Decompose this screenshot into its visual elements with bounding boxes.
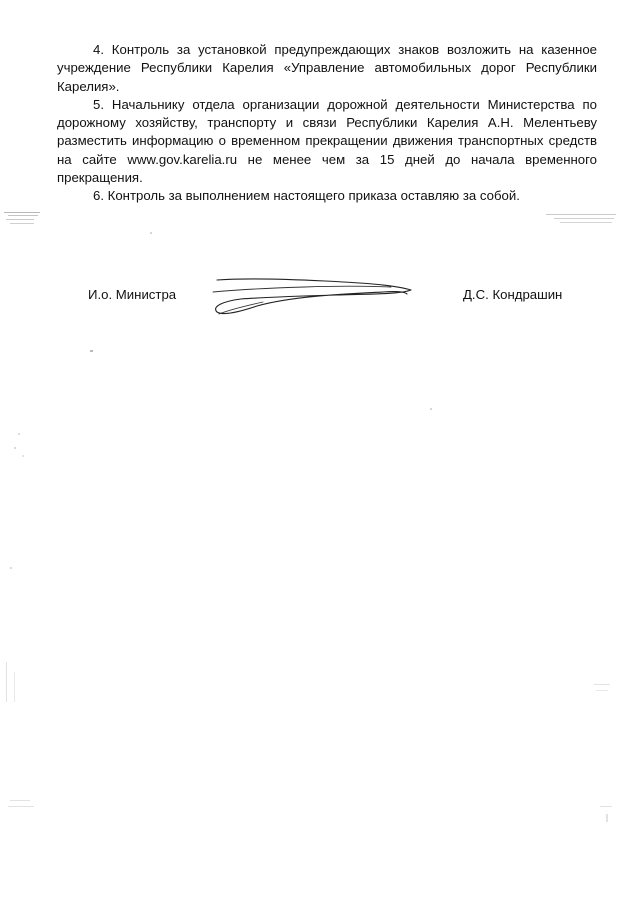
paragraph-item-6: 6. Контроль за выполнением настоящего приказа оставляю за собой. — [93, 188, 520, 204]
handwritten-signature — [205, 270, 420, 326]
paragraph-item-4: 4. Контроль за установкой предупреждающих знаков возложить на казенное учреждение Республики Карелия «Управление автомобильных дорог Республики Карелия». — [57, 42, 597, 94]
signatory-role: И.о. Министра — [88, 287, 177, 302]
document-body — [57, 41, 597, 206]
paragraph-item-5: 5. Начальнику отдела организации дорожной деятельности Министерства по дорожному хозяйству, транспорту и связи Республики Карелия А.Н. Мелентьеву разместить информацию о временном прекращении движения транспортных средств на сайте www.gov.karelia.ru не менее чем за 15 дней до начала временного прекращения. — [57, 96, 597, 186]
signatory-name: Д.С. Кондрашин — [463, 287, 563, 302]
